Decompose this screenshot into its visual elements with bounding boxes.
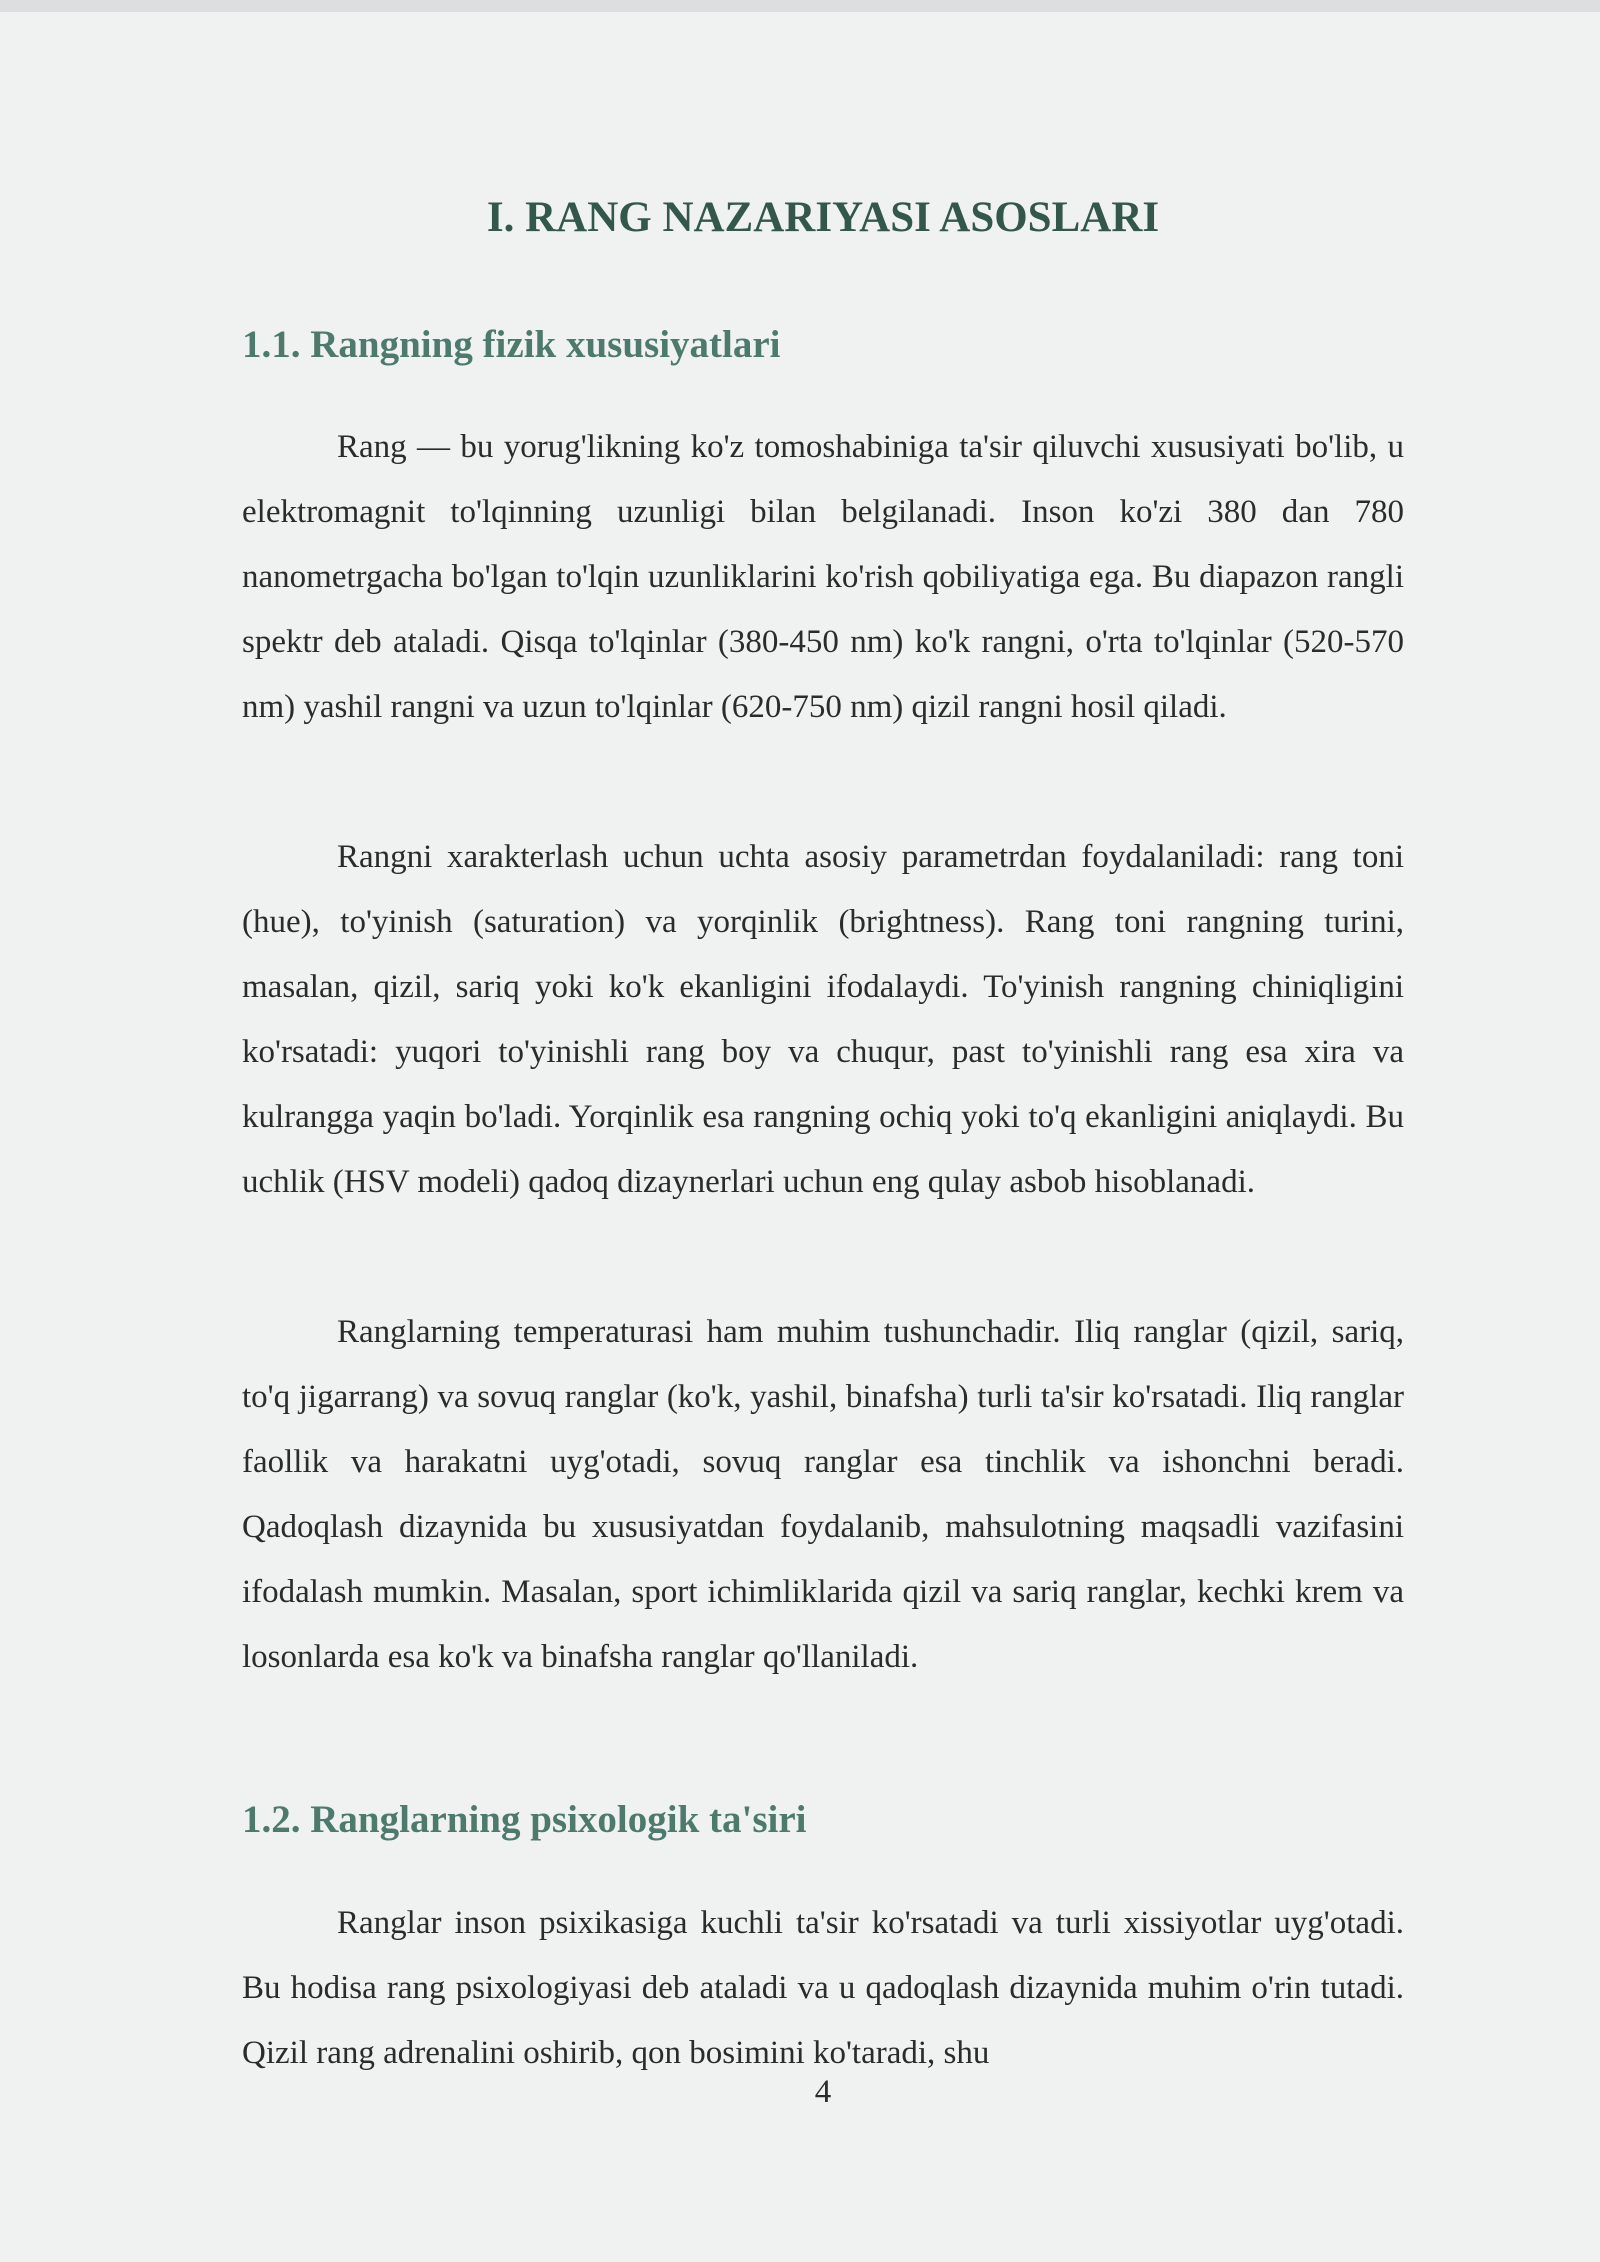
page-number: 4 — [814, 2074, 832, 2110]
chapter-title: I. RANG NAZARIYASI ASOSLARI — [486, 194, 1160, 241]
paragraph-1-1-a: Rang — bu yorug'likning ko'z tomoshabiniga ta'sir qiluvchi xususiyati bo'lib, u elektromagnit to'lqinning uzunligi bilan belgilanadi. Inson ko'zi 380 dan 780 nanometrgacha bo'lgan to'lqin uzunliklarini ko'rish qobiliyatiga ega. Bu diapazon rangli spektr deb ataladi. Qisqa to'lqinlar (380-450 nm) ko'k rangni, o'rta to'lqinlar (520-570 nm) yashil rangni va uzun to'lqinlar (620-750 nm) qizil rangni hosil qiladi. — [242, 429, 1404, 725]
section-heading-1-1: 1.1. Rangning fizik xususiyatlari — [242, 323, 781, 366]
paragraph-1-1-b: Rangni xarakterlash uchun uchta asosiy parametrdan foydalaniladi: rang toni (hue), to'yinish (saturation) va yorqinlik (brightness). Rang toni rangning turini, masalan, qizil, sariq yoki ko'k ekanligini ifodalaydi. To'yinish rangning chiniqligini ko'rsatadi: yuqori to'yinishli rang boy va chuqur, past to'yinishli rang esa xira va kulrangga yaqin bo'ladi. Yorqinlik esa rangning ochiq yoki to'q ekanligini aniqlaydi. Bu uchlik (HSV modeli) qadoq dizaynerlari uchun eng qulay asbob hisoblanadi. — [242, 839, 1404, 1200]
section-heading-1-2: 1.2. Ranglarning psixologik ta'siri — [242, 1798, 807, 1841]
page-top-edge — [0, 0, 1600, 12]
paragraph-1-1-c: Ranglarning temperaturasi ham muhim tushunchadir. Iliq ranglar (qizil, sariq, to'q jigarrang) va sovuq ranglar (ko'k, yashil, binafsha) turli ta'sir ko'rsatadi. Iliq ranglar faollik va harakatni uyg'otadi, sovuq ranglar esa tinchlik va ishonchni beradi. Qadoqlash dizaynida bu xususiyatdan foydalanib, mahsulotning maqsadli vazifasini ifodalash mumkin. Masalan, sport ichimliklarida qizil va sariq ranglar, kechki krem va losonlarda esa ko'k va binafsha ranglar qo'llaniladi. — [242, 1314, 1404, 1675]
document-page — [0, 12, 1600, 2262]
paragraph-1-2-a: Ranglar inson psixikasiga kuchli ta'sir ko'rsatadi va turli xissiyotlar uyg'otadi. Bu hodisa rang psixologiyasi deb ataladi va u qadoqlash dizaynida muhim o'rin tutadi. Qizil rang adrenalini oshirib, qon bosimini ko'taradi, shu — [242, 1905, 1404, 2071]
